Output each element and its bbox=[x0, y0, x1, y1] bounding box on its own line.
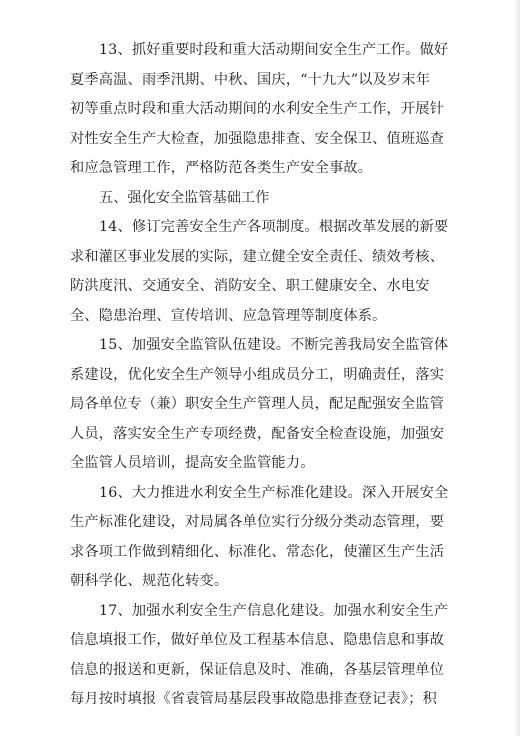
paragraph-16 bbox=[70, 479, 460, 597]
section-heading: 五、强化安全监管基础工作 bbox=[99, 189, 270, 206]
paragraph-line: 14、修订完善安全生产各项制度。根据改革发展的新要 bbox=[99, 219, 449, 235]
paragraph-14 bbox=[70, 213, 460, 331]
paragraph-line: 和应急管理工作，严格防范各类生产安全事故。 bbox=[70, 160, 373, 176]
paragraph-line: 全监管人员培训，提高安全监管能力。 bbox=[70, 455, 315, 471]
paragraph-line: 对性安全生产大检查，加强隐患排查、安全保卫、值班巡查 bbox=[70, 130, 445, 147]
paragraph-line: 朝科学化、规范化转变。 bbox=[70, 573, 229, 589]
paragraph-line: 生产标准化建设，对局属各单位实行分级分类动态管理，要 bbox=[70, 514, 445, 530]
paragraph-line: 初等重点时段和重大活动期间的水利安全生产工作，开展针 bbox=[70, 101, 445, 117]
paragraph-line: 17、加强水利安全生产信息化建设。加强水利安全生产 bbox=[99, 602, 449, 619]
paragraph-line: 人员，落实安全生产专项经费，配备安全检查设施，加强安 bbox=[70, 425, 445, 442]
paragraph-line: 夏季高温、雨季汛期、中秋、国庆，“十九大”以及岁末年 bbox=[70, 71, 431, 88]
paragraph-line: 16、大力推进水利安全生产标准化建设。深入开展安全 bbox=[99, 484, 449, 501]
paragraph-line: 求各项工作做到精细化、标准化、常态化，使灌区生产生活 bbox=[70, 543, 445, 560]
paragraph-line: 13、抓好重要时段和重大活动期间安全生产工作。做好 bbox=[99, 42, 449, 58]
paragraph-17 bbox=[70, 597, 460, 715]
paragraph-line: 全、隐患治理、宣传培训、应急管理等制度体系。 bbox=[70, 307, 387, 324]
paragraph-line: 信息的报送和更新，保证信息及时、准确，各基层管理单位 bbox=[70, 661, 445, 678]
paragraph-15 bbox=[70, 331, 460, 479]
paragraph-line: 局各单位专（兼）职安全生产管理人员，配足配强安全监管 bbox=[70, 396, 445, 412]
paragraph-line: 求和灌区事业发展的实际，建立健全安全责任、绩效考核、 bbox=[70, 248, 445, 265]
paragraph-line: 防洪度汛、交通安全、消防安全、职工健康安全、水电安 bbox=[70, 278, 430, 294]
paragraph-line: 信息填报工作，做好单位及工程基本信息、隐患信息和事故 bbox=[70, 632, 445, 648]
paragraph-line: 每月按时填报《省袁管局基层段事故隐患排查登记表》；积 bbox=[70, 691, 437, 707]
page-edge-shadow bbox=[514, 0, 520, 736]
paragraph-line: 系建设，优化安全生产领导小组成员分工，明确责任，落实 bbox=[70, 366, 445, 383]
document-body bbox=[70, 36, 460, 715]
paragraph-line: 15、加强安全监管队伍建设。不断完善我局安全监管体 bbox=[99, 337, 449, 353]
paragraph-13 bbox=[70, 36, 460, 184]
